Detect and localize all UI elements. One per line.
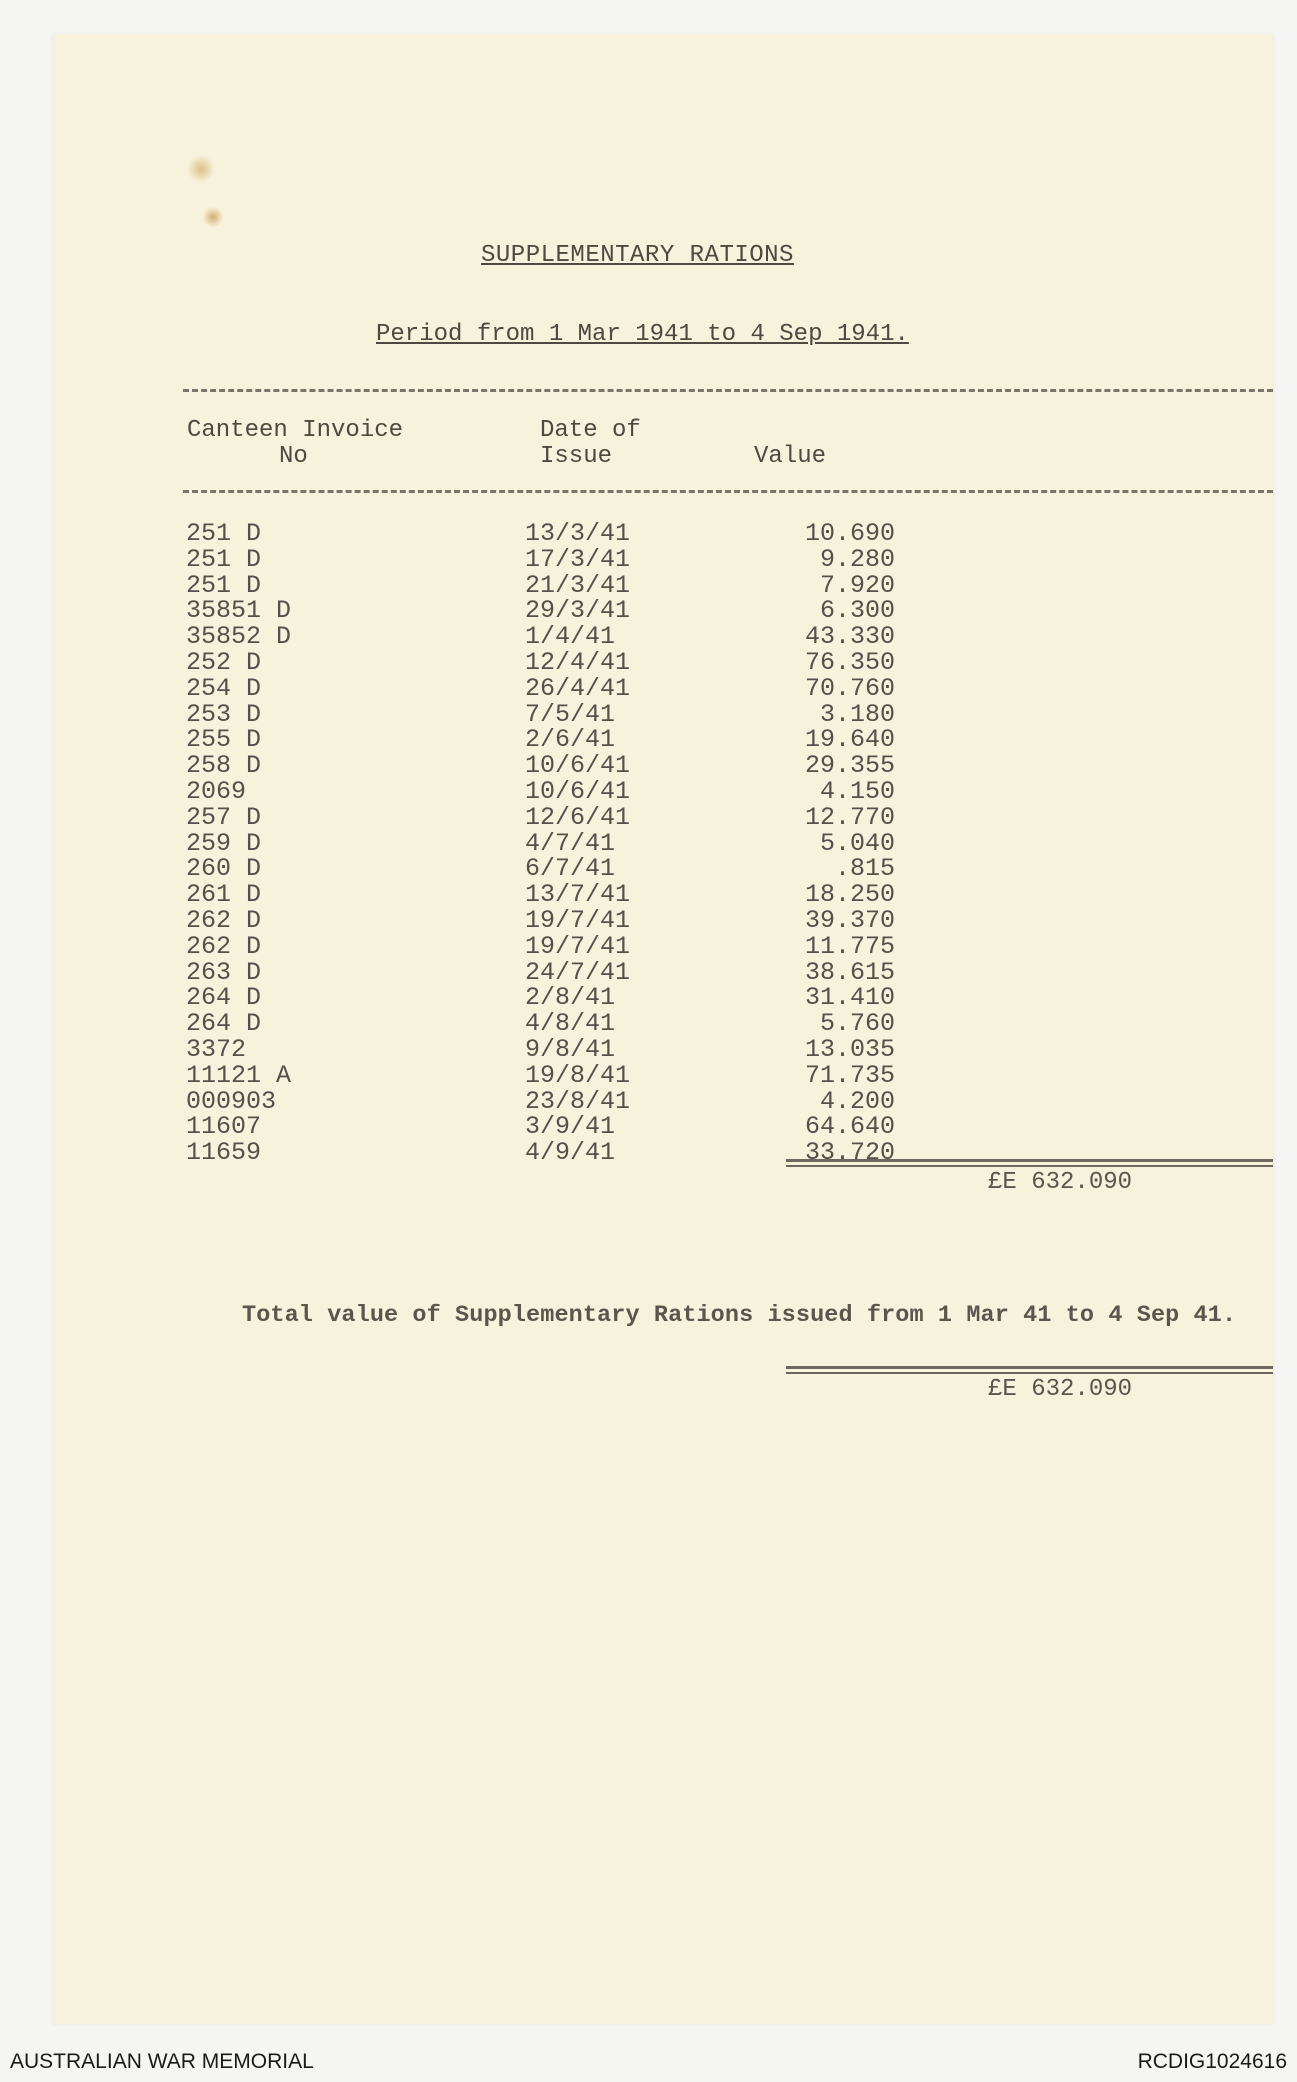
header-date-line2: Issue — [540, 443, 613, 470]
table-row — [0, 624, 1297, 650]
header-bottom-rule — [183, 490, 1273, 493]
footer-record-id: RCDIG1024616 — [1137, 2050, 1287, 2073]
table-row — [0, 699, 1297, 729]
total-summary-text: Total value of Supplementary Rations issued from 1 Mar 41 to 4 Sep 41. — [242, 1302, 1237, 1329]
issue-date: 21/3/41 — [525, 570, 631, 600]
grand-total-amount: £E 632.090 — [988, 1376, 1133, 1403]
value-amount: 5.040 — [819, 828, 895, 858]
issue-date: 4/7/41 — [525, 828, 616, 858]
header-value-label: Value — [754, 443, 827, 470]
value-amount: 71.735 — [804, 1060, 895, 1090]
issue-date: 10/6/41 — [525, 777, 631, 806]
value-amount: 7.920 — [819, 570, 895, 600]
table-row — [0, 779, 1297, 805]
subtotal-rule — [786, 1159, 1273, 1162]
invoice-number: 2069 — [186, 777, 247, 806]
invoice-number: 264 D — [186, 983, 262, 1013]
issue-date: 29/3/41 — [525, 596, 631, 626]
value-amount: 19.640 — [804, 725, 895, 755]
table-row — [0, 727, 1297, 753]
issue-date: 12/4/41 — [525, 648, 631, 677]
header-date — [540, 418, 641, 470]
invoice-number: 35851 D — [186, 596, 292, 626]
value-amount: 29.355 — [804, 751, 895, 781]
document-period: Period from 1 Mar 1941 to 4 Sep 1941. — [376, 321, 909, 348]
value-amount: 11.775 — [804, 931, 895, 961]
table-row — [0, 908, 1297, 934]
table-row — [0, 1114, 1297, 1140]
invoice-number: 3372 — [186, 1035, 247, 1064]
grand-total-rule — [786, 1366, 1273, 1369]
invoice-number: 35852 D — [186, 622, 292, 652]
table-row — [0, 544, 1297, 574]
value-amount: 31.410 — [804, 983, 895, 1013]
table-row — [0, 957, 1297, 987]
invoice-number: 251 D — [186, 519, 262, 548]
issue-date: 19/7/41 — [525, 931, 631, 961]
header-invoice-line1: Canteen Invoice — [187, 417, 404, 444]
invoice-number: 251 D — [186, 570, 262, 600]
issue-date: 12/6/41 — [525, 802, 631, 832]
issue-date: 17/3/41 — [525, 544, 631, 574]
table-row — [0, 802, 1297, 832]
table-row — [0, 673, 1297, 703]
issue-date: 19/7/41 — [525, 906, 631, 935]
value-amount: 9.280 — [819, 544, 895, 574]
table-row — [0, 1140, 1297, 1166]
header-date-line1: Date of — [540, 417, 641, 444]
invoice-number: 11659 — [186, 1138, 262, 1168]
invoice-number: 254 D — [186, 673, 262, 703]
issue-date: 19/8/41 — [525, 1060, 631, 1090]
issue-date: 9/8/41 — [525, 1035, 616, 1064]
table-row — [0, 521, 1297, 547]
issue-date: 7/5/41 — [525, 699, 616, 729]
table-row — [0, 650, 1297, 676]
table-row — [0, 828, 1297, 858]
value-amount: 18.250 — [804, 880, 895, 910]
issue-date: 26/4/41 — [525, 673, 631, 703]
value-amount: 5.760 — [819, 1009, 895, 1039]
value-amount: 3.180 — [819, 699, 895, 729]
invoice-number: 262 D — [186, 931, 262, 961]
invoice-number: 11607 — [186, 1112, 262, 1142]
value-amount: 4.150 — [819, 777, 895, 806]
table-row — [0, 570, 1297, 600]
invoice-number: 255 D — [186, 725, 262, 755]
value-amount: 4.200 — [819, 1086, 895, 1116]
document-title: SUPPLEMENTARY RATIONS — [481, 242, 794, 269]
table-row — [0, 753, 1297, 779]
invoice-number: 252 D — [186, 648, 262, 677]
header-invoice — [187, 418, 403, 470]
issue-date: 10/6/41 — [525, 751, 631, 781]
issue-date: 24/7/41 — [525, 957, 631, 987]
stain-mark — [188, 154, 214, 184]
header-top-rule — [183, 389, 1273, 392]
issue-date: 2/8/41 — [525, 983, 616, 1013]
issue-date: 2/6/41 — [525, 725, 616, 755]
value-amount: 43.330 — [804, 622, 895, 652]
invoice-number: 253 D — [186, 699, 262, 729]
footer-archive-name: AUSTRALIAN WAR MEMORIAL — [10, 2050, 314, 2073]
value-amount: 39.370 — [804, 906, 895, 935]
table-row — [0, 1086, 1297, 1116]
issue-date: 4/9/41 — [525, 1138, 616, 1168]
invoice-number: 260 D — [186, 854, 262, 884]
table-row — [0, 1060, 1297, 1090]
document-page — [53, 34, 1273, 2024]
table-row — [0, 1011, 1297, 1037]
value-amount: 6.300 — [819, 596, 895, 626]
invoice-number: 264 D — [186, 1009, 262, 1039]
header-value — [754, 444, 826, 470]
issue-date: 23/8/41 — [525, 1086, 631, 1116]
value-amount: 12.770 — [804, 802, 895, 832]
stain-mark — [203, 206, 223, 228]
value-amount: 70.760 — [804, 673, 895, 703]
issue-date: 3/9/41 — [525, 1112, 616, 1142]
issue-date: 13/3/41 — [525, 519, 631, 548]
invoice-number: 257 D — [186, 802, 262, 832]
invoice-number: 11121 A — [186, 1060, 292, 1090]
table-row — [0, 882, 1297, 908]
invoice-number: 261 D — [186, 880, 262, 910]
value-amount: 76.350 — [804, 648, 895, 677]
invoice-number: 263 D — [186, 957, 262, 987]
table-row — [0, 931, 1297, 961]
table-row — [0, 856, 1297, 882]
subtotal-amount: £E 632.090 — [988, 1169, 1133, 1196]
invoice-number: 259 D — [186, 828, 262, 858]
value-amount: 64.640 — [804, 1112, 895, 1142]
table-row — [0, 598, 1297, 624]
issue-date: 4/8/41 — [525, 1009, 616, 1039]
table-row — [0, 985, 1297, 1011]
issue-date: 13/7/41 — [525, 880, 631, 910]
value-amount: 38.615 — [804, 957, 895, 987]
header-invoice-line2: No — [279, 443, 308, 470]
value-amount: 10.690 — [804, 519, 895, 548]
invoice-number: 000903 — [186, 1086, 277, 1116]
value-amount: .815 — [834, 854, 895, 884]
value-amount: 33.720 — [804, 1138, 895, 1168]
invoice-number: 258 D — [186, 751, 262, 781]
issue-date: 1/4/41 — [525, 622, 616, 652]
value-amount: 13.035 — [804, 1035, 895, 1064]
invoice-number: 262 D — [186, 906, 262, 935]
table-row — [0, 1037, 1297, 1063]
issue-date: 6/7/41 — [525, 854, 616, 884]
invoice-number: 251 D — [186, 544, 262, 574]
